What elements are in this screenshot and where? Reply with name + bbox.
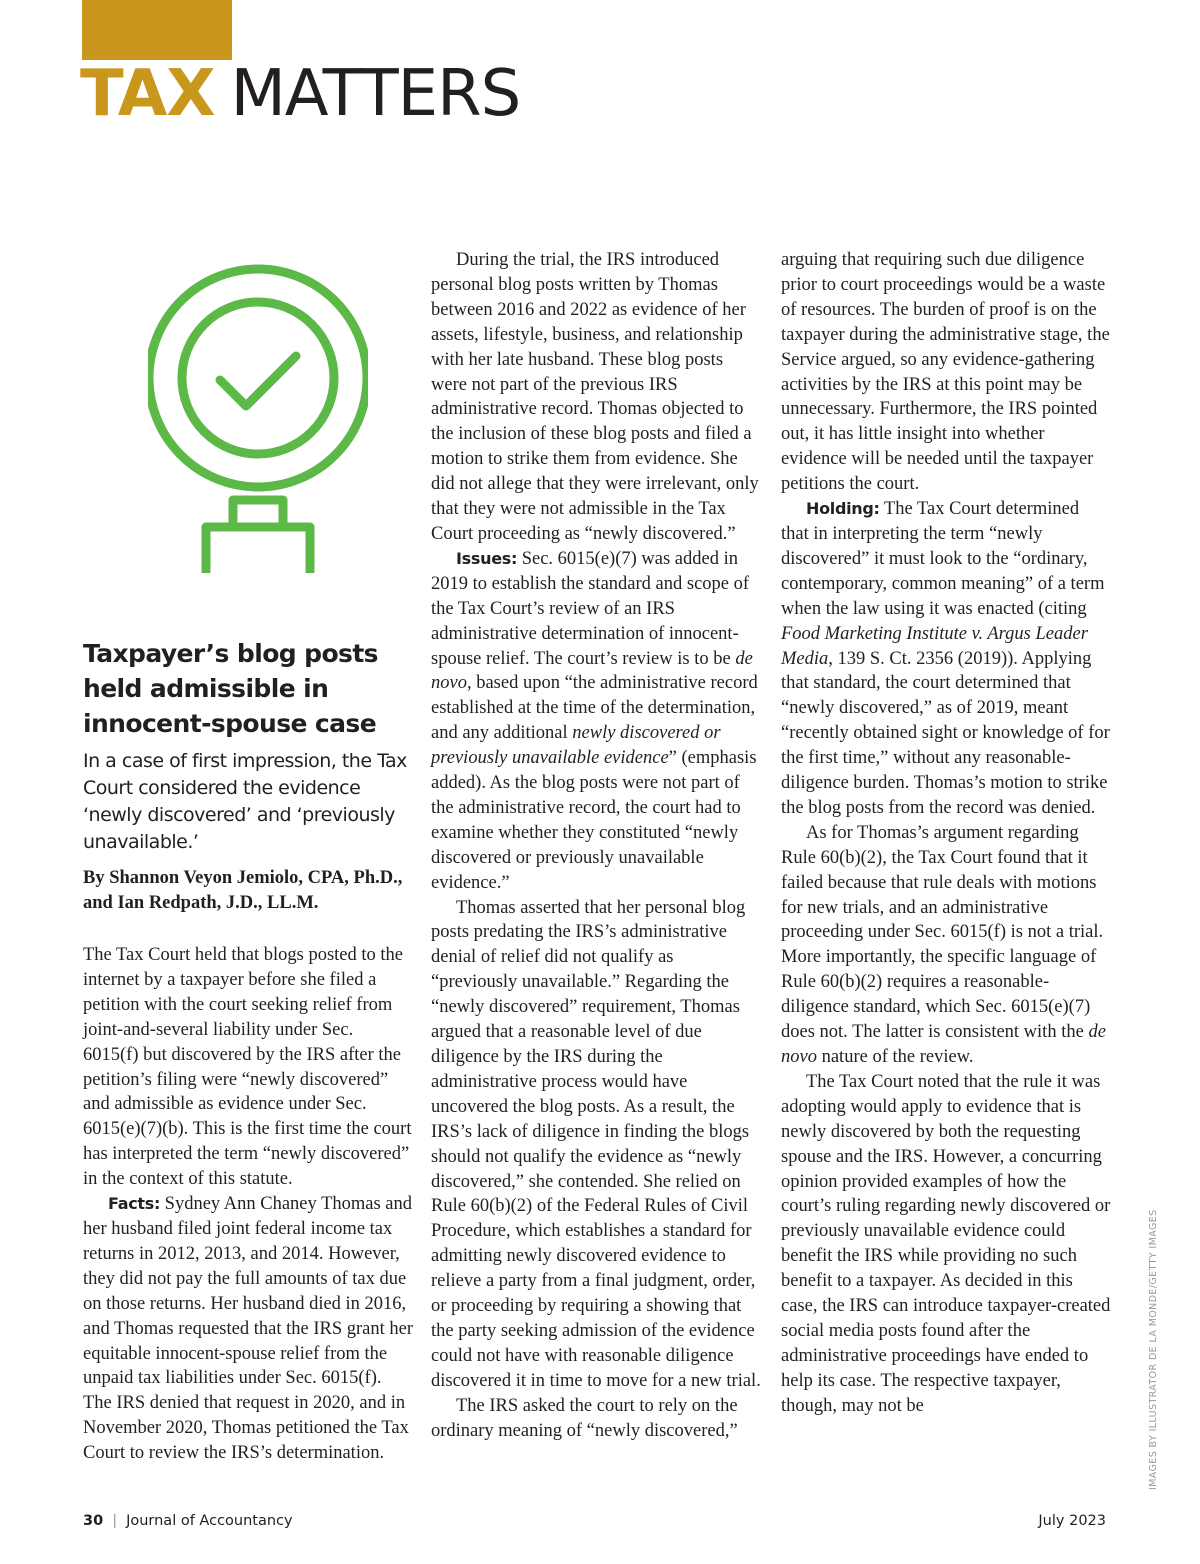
- holding-text-a: The Tax Court determined that in interpreting the term “newly discovered” it must look to the “ordinary, contemporary, common meaning” of a term when the law using it was enacted (citing: [781, 499, 1105, 619]
- image-credit: [1148, 1210, 1162, 1490]
- article-byline: By Shannon Veyon Jemiolo, CPA, Ph.D., and Ian Redpath, J.D., LL.M.: [83, 868, 403, 913]
- article-headline: Taxpayer’s blog posts held admissible in innocent-spouse case: [83, 639, 378, 738]
- issues-text-b: , based upon “the administrative record established at the time of the determination, and any additional: [431, 673, 758, 744]
- issues-lead: Issues:: [456, 548, 518, 568]
- journal-name: Journal of Accountancy: [126, 1513, 293, 1529]
- issues-text-a: Sec. 6015(e)(7) was added in 2019 to establish the standard and scope of the Tax Court’s review of an IRS administrative determination of innocent-spouse relief. The court’s review is to be: [431, 548, 750, 669]
- holding-lead: Holding:: [806, 499, 880, 519]
- holding-paragraph: [781, 497, 1111, 821]
- page-number: 30: [83, 1513, 104, 1529]
- issue-date: July 2023: [1038, 1513, 1106, 1529]
- continuation-paragraph: arguing that requiring such due diligence prior to court proceedings would be a waste of resources. The burden of proof is on the taxpayer during the administrative stage, the Service argued, so any evidence-gathering activities by the IRS at this point may be unnecessary. Furthermore, the IRS pointed out, it has little insight into whether evidence will be needed until the taxpayer petitions the court.: [781, 250, 1110, 495]
- section-title-tax: TAX: [80, 57, 215, 131]
- rule-paragraph: [781, 821, 1111, 1070]
- trial-paragraph: During the trial, the IRS introduced personal blog posts written by Thomas between 2016 and 2022 as evidence of her assets, lifestyle, business, and relationship with her late husband. These blog posts were not part of the previous IRS administrative record. Thomas objected to the inclusion of these blog posts and filed a motion to strike them from evidence. She did not allege that they were irrelevant, only that they were not admissible in the Tax Court proceeding as “newly discovered.”: [431, 250, 759, 544]
- facts-lead: Facts:: [108, 1194, 161, 1214]
- article-deck: In a case of first impression, the Tax Court considered the evidence ‘newly discovered’ and ‘previously unavailable.’: [83, 750, 407, 853]
- footer-separator: |: [112, 1513, 118, 1529]
- rule-text-end: nature of the review.: [816, 1047, 974, 1067]
- rule-text: As for Thomas’s argument regarding Rule 60(b)(2), the Tax Court found that it failed because that rule deals with motions for new trials, and an administrative proceeding under Sec. 6015(f) is not a trial. More importantly, the specific language of Rule 60(b)(2) requires a reasonable-diligence standard, which Sec. 6015(e)(7) does not. The latter is consistent with the: [781, 822, 1104, 1043]
- body-column-3: [781, 248, 1111, 1419]
- irs-argument-paragraph: The IRS asked the court to rely on the ordinary meaning of “newly discovered,”: [431, 1395, 738, 1441]
- facts-paragraph: [83, 1192, 413, 1466]
- facts-text: Sydney Ann Chaney Thomas and her husband filed joint federal income tax returns in 2012, 2013, and 2014. However, they did not pay the full amounts of tax due on those returns. Her husband died in 2016, and Thomas requested that the IRS grant her equitable innocent-spouse relief from the unpaid tax liabilities under Sec. 6015(f). The IRS denied that request in 2020, and in November 2020, Thomas petitioned the Tax Court to review the IRS’s determination.: [83, 1194, 414, 1464]
- concurring-paragraph: The Tax Court noted that the rule it was adopting would apply to evidence that is newly discovered by both the requesting spouse and the IRS. However, a concurring opinion provided examples of how the court’s ruling regarding newly discovered or previously unavailable evidence could benefit the IRS while providing no such benefit to a taxpayer. As decided in this case, the IRS can introduce taxpayer-created social media posts found after the administrative proceedings have ended to help its case. The respective taxpayer, though, may not be: [781, 1071, 1111, 1416]
- section-color-bar: [82, 0, 232, 60]
- issues-text-c: ” (emphasis added). As the blog posts were not part of the administrative record, the court had to examine whether they constituted “newly discovered or previously unavailable evidence.”: [431, 748, 757, 893]
- issues-italic-de-novo: de novo: [431, 648, 753, 694]
- section-title-matters: MATTERS: [230, 57, 521, 131]
- rule-italic-de-novo: de novo: [781, 1022, 1106, 1067]
- body-column-1: [83, 943, 413, 1466]
- issues-paragraph: [431, 547, 761, 896]
- magnifier-check-icon: [148, 255, 368, 580]
- holding-text-b: 139 S. Ct. 2356 (2019)). Applying that standard, the court determined that “newly discovered,” as of 2019, meant “recently obtained sight or knowledge of for the first time,” without any reasonable-diligence burden. Thomas’s motion to strike the blog posts from the record was denied.: [781, 648, 1110, 818]
- holding-case-citation: Food Marketing Institute v. Argus Leader Media,: [781, 623, 1088, 669]
- page-footer: [83, 1513, 293, 1529]
- assertion-paragraph: Thomas asserted that her personal blog posts predating the IRS’s administrative denial of relief did not qualify as “previously unavailable.” Regarding the “newly discovered” requirement, Thomas argued that a reasonable level of due diligence by the IRS during the administrative process would have uncovered the blog posts. As a result, the IRS’s lack of diligence in finding the blogs should not qualify the evidence as “newly discovered,” she contended. She relied on Rule 60(b)(2) of the Federal Rules of Civil Procedure, which establishes a standard for admitting newly discovered evidence to relieve a party from a final judgment, order, or proceeding by requiring a showing that the party seeking admission of the evidence could not have with reasonable diligence discovered it in time to move for a new trial.: [431, 897, 761, 1391]
- intro-paragraph: The Tax Court held that blogs posted to the internet by a taxpayer before she filed a petition with the court seeking relief from joint-and-several liability under Sec. 6015(f) but discovered by the IRS after the petition’s filing were “newly discovered” and admissible as evidence under Sec. 6015(e)(7)(b). This is the first time the court has interpreted the term “newly discovered” in the context of this statute.: [83, 945, 412, 1190]
- section-title: [80, 56, 520, 132]
- issues-italic-emphasis: newly discovered or previously unavailable evidence: [431, 723, 721, 769]
- image-credit-text: IMAGES BY ILLUSTRATOR DE LA MONDE/GETTY IMAGES: [1148, 1209, 1159, 1490]
- body-column-2: [431, 248, 761, 1444]
